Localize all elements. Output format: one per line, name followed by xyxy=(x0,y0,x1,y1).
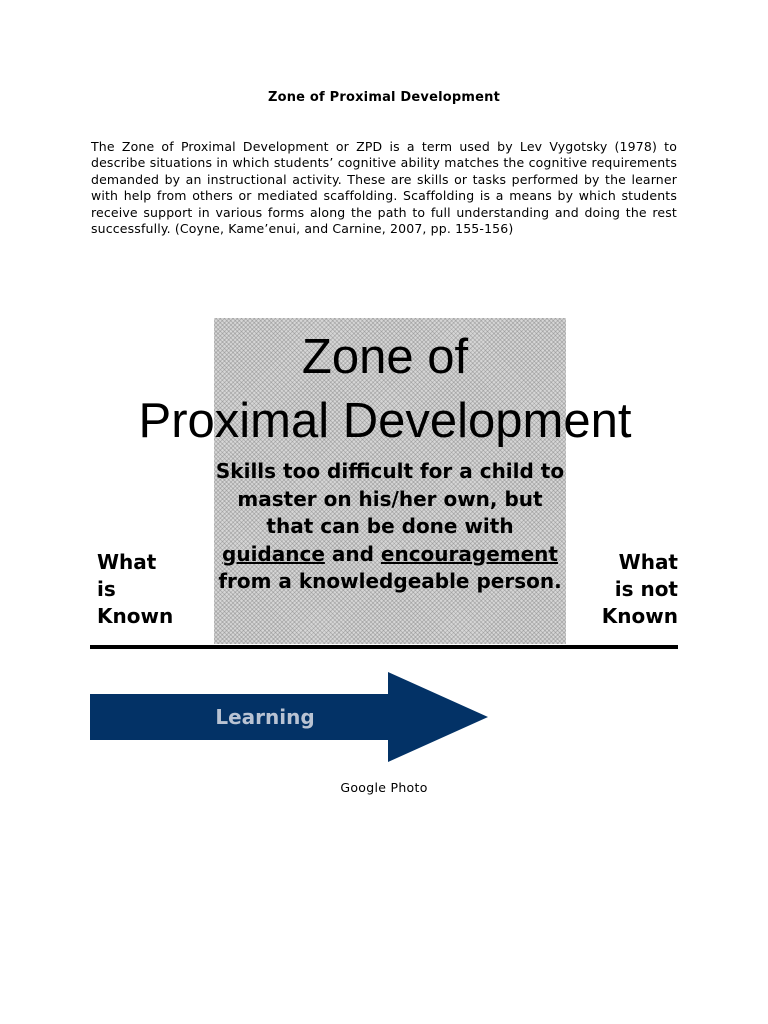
encouragement-underlined: encouragement xyxy=(380,541,558,566)
what-is-not-known-label xyxy=(602,549,678,630)
what-is-known-label xyxy=(97,549,173,630)
figure-title-line-1: Zone of xyxy=(301,330,469,384)
not-known-label-line-2: is not xyxy=(614,577,678,601)
guidance-underlined: guidance xyxy=(222,541,325,566)
not-known-label-line-3: Known xyxy=(601,604,678,628)
zone-description-part-1: Skills too difficult for a child to master on his/her own, but that can be done with xyxy=(215,459,565,538)
image-caption: Google Photo xyxy=(340,780,428,795)
known-label-line-1: What xyxy=(97,550,157,574)
figure-title-line-2: Proximal Development xyxy=(138,394,632,448)
zpd-figure xyxy=(88,318,682,766)
known-label-line-3: Known xyxy=(97,604,174,628)
known-label-line-2: is xyxy=(97,577,116,601)
learning-arrow-label: Learning xyxy=(215,705,315,729)
baseline-divider xyxy=(90,645,678,649)
zone-description xyxy=(214,458,566,596)
zone-description-part-3: from a knowledgeable person. xyxy=(218,569,562,593)
not-known-label-line-1: What xyxy=(618,550,678,574)
document-paragraph: The Zone of Proximal Development or ZPD is a term used by Lev Vygotsky (1978) to describe situations in which students’ cognitive ability matches the cognitive requirements demanded by an instructional activity. These are skills or tasks performed by the learner with help from others or mediated scaffolding. Scaffolding is a means by which students receive support in various forms along the path to full understanding and doing the rest successfully. (Coyne, Kame’enui, and Carnine, 2007, pp. 155-156) xyxy=(91,139,677,237)
zone-description-part-2: and xyxy=(324,541,381,566)
document-title: Zone of Proximal Development xyxy=(267,90,501,105)
